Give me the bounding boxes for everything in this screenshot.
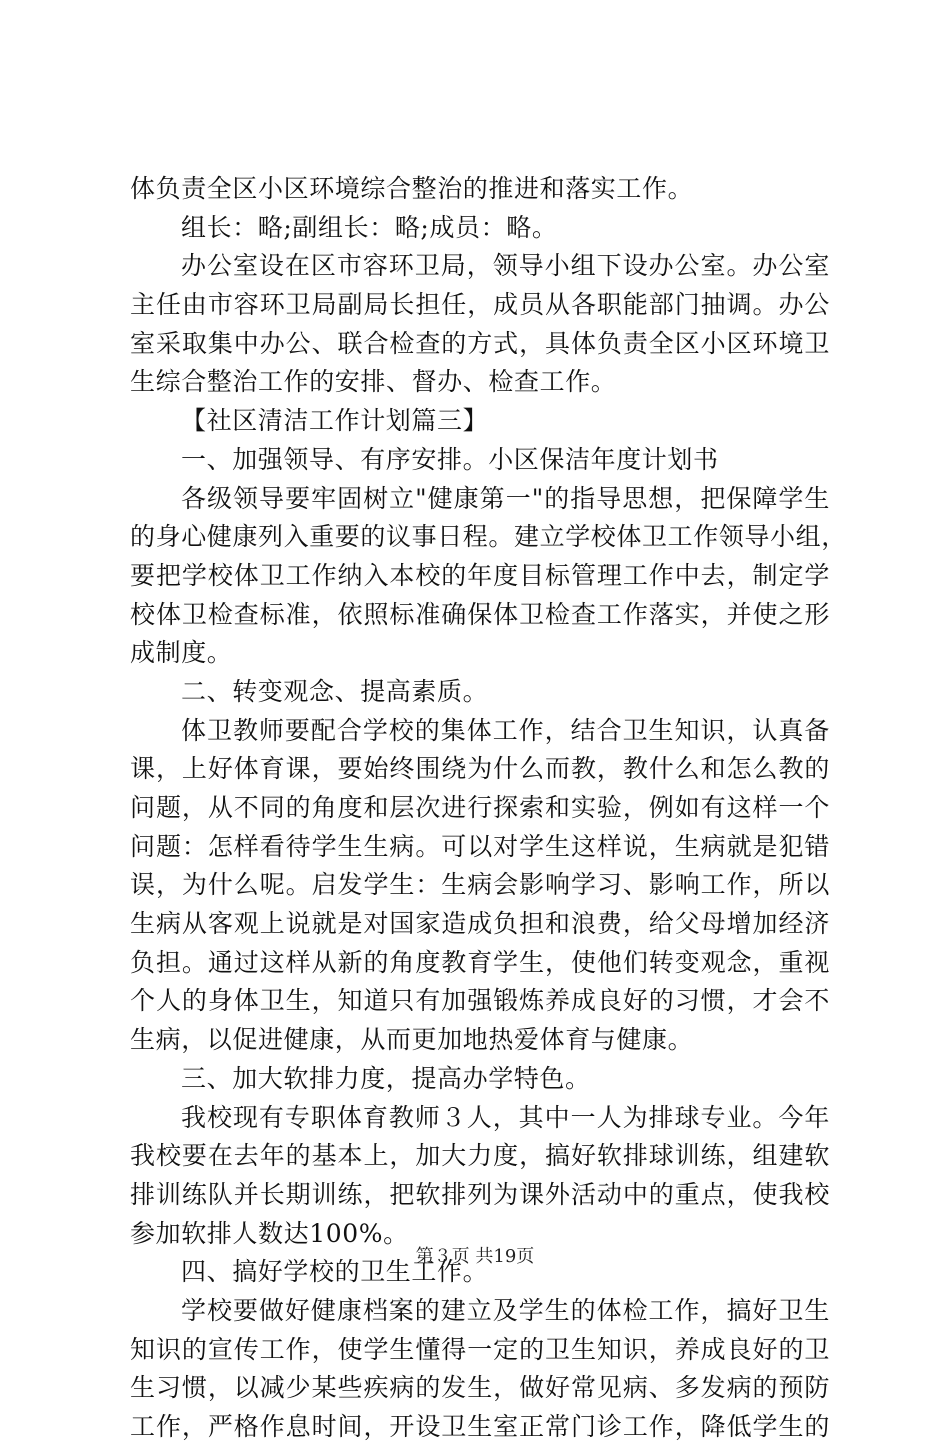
text-line: 问题，从不同的角度和层次进行探索和实验，例如有这样一个 [130, 793, 830, 822]
text-line: 课，上好体育课，要始终围绕为什么而教，教什么和怎么教的 [130, 754, 830, 784]
text-line: 负担。通过这样从新的角度教育学生，使他们转变观念，重视 [130, 947, 830, 977]
text-line: 生病，以促进健康，从而更加地热爱体育与健康。 [130, 1025, 694, 1055]
text-line: 室采取集中办公、联合检查的方式，具体负责全区小区环境卫 [130, 328, 830, 358]
text-line: 成制度。 [130, 638, 233, 668]
text-line: 知识的宣传工作，使学生懂得一定的卫生知识，养成良好的卫 [130, 1334, 830, 1364]
text-line: 参加软排人数达100%。 [130, 1218, 409, 1248]
text-line: 四、搞好学校的卫生工作。 [181, 1257, 489, 1287]
text-line: 我校要在去年的基本上，加大力度，搞好软排球训练，组建软 [130, 1141, 830, 1171]
text-line: 生病从客观上说就是对国家造成负担和浪费，给父母增加经济 [130, 909, 830, 939]
text-line: 生综合整治工作的安排、督办、检查工作。 [130, 367, 617, 397]
text-line: 要把学校体卫工作纳入本校的年度目标管理工作中去，制定学 [130, 560, 830, 590]
text-line: 工作，严格作息时间，开设卫生室正常门诊工作，降低学生的 [130, 1412, 830, 1441]
text-line: 误，为什么呢。启发学生：生病会影响学习、影响工作，所以 [130, 870, 830, 900]
text-line: 个人的身体卫生，知道只有加强锻炼养成良好的习惯，才会不 [130, 986, 830, 1016]
text-line: 组长：略;副组长：略;成员：略。 [181, 212, 558, 242]
text-line: 我校现有专职体育教师３人，其中一人为排球专业。今年 [181, 1102, 830, 1132]
text-line: 排训练队并长期训练，把软排列为课外活动中的重点，使我校 [130, 1179, 830, 1209]
text-line: 体卫教师要配合学校的集体工作，结合卫生知识，认真备 [181, 715, 830, 745]
text-line: 问题：怎样看待学生生病。可以对学生这样说，生病就是犯错 [130, 831, 830, 861]
page-footer [0, 1246, 950, 1268]
text-line: 办公室设在区市容环卫局，领导小组下设办公室。办公室 [181, 251, 830, 281]
text-line: 一、加强领导、有序安排。小区保洁年度计划书 [181, 444, 719, 474]
text-line: 主任由市容环卫局副局长担任，成员从各职能部门抽调。办公 [130, 290, 830, 320]
text-line: 学校要做好健康档案的建立及学生的体检工作，搞好卫生 [181, 1295, 830, 1325]
page-number: 第３页 共19页 [415, 1246, 535, 1267]
text-line: 三、加大软排力度，提高办学特色。 [181, 1063, 591, 1093]
text-line: 二、转变观念、提高素质。 [181, 676, 489, 706]
text-line: 的身心健康列入重要的议事日程。建立学校体卫工作领导小组， [130, 522, 847, 552]
text-line: 各级领导要牢固树立"健康第一"的指导思想，把保障学生 [181, 483, 830, 513]
text-line: 【社区清洁工作计划篇三】 [181, 406, 489, 436]
text-line: 校体卫检查标准，依照标准确保体卫检查工作落实，并使之形 [130, 599, 830, 629]
text-line: 生习惯，以减少某些疾病的发生，做好常见病、多发病的预防 [130, 1373, 830, 1403]
text-line: 体负责全区小区环境综合整治的推进和落实工作。 [130, 174, 694, 203]
